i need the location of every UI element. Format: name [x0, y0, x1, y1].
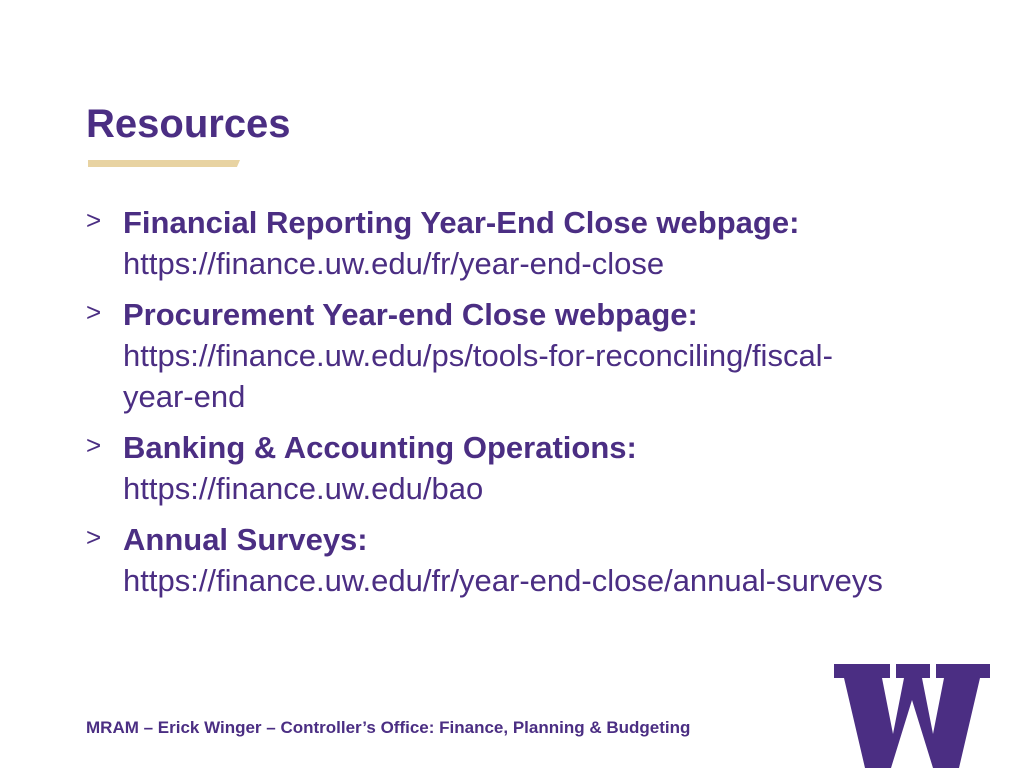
resource-heading: Financial Reporting Year-End Close webpage: — [123, 205, 800, 240]
footer-text: MRAM – Erick Winger – Controller’s Office: Finance, Planning & Budgeting — [86, 718, 691, 737]
uw-w-logo-icon — [834, 664, 990, 768]
list-item-banking — [86, 427, 986, 509]
bullet-chevron-icon: > — [86, 297, 102, 327]
resource-link-line[interactable]: https://finance.uw.edu/ps/tools-for-reconciling/fiscal- — [123, 338, 833, 373]
resource-link[interactable]: https://finance.uw.edu/fr/year-end-close — [123, 246, 665, 281]
resource-link[interactable]: https://finance.uw.edu/bao — [123, 471, 484, 506]
resource-heading: Annual Surveys: — [123, 522, 368, 557]
bullet-chevron-icon: > — [86, 205, 102, 235]
bullet-chevron-icon: > — [86, 522, 102, 552]
resource-link[interactable]: https://finance.uw.edu/fr/year-end-close/annual-surveys — [123, 563, 883, 598]
resource-list — [86, 202, 986, 611]
list-item-annual-surveys — [86, 519, 986, 601]
resource-heading: Banking & Accounting Operations: — [123, 430, 637, 465]
resource-link[interactable] — [123, 335, 986, 417]
resource-heading: Procurement Year-end Close webpage: — [123, 297, 698, 332]
list-item-financial-reporting — [86, 202, 986, 284]
slide-title: Resources — [86, 102, 291, 146]
title-underline — [88, 160, 240, 167]
resource-link-line[interactable]: year-end — [123, 379, 246, 414]
list-item-procurement — [86, 294, 986, 417]
bullet-chevron-icon: > — [86, 430, 102, 460]
